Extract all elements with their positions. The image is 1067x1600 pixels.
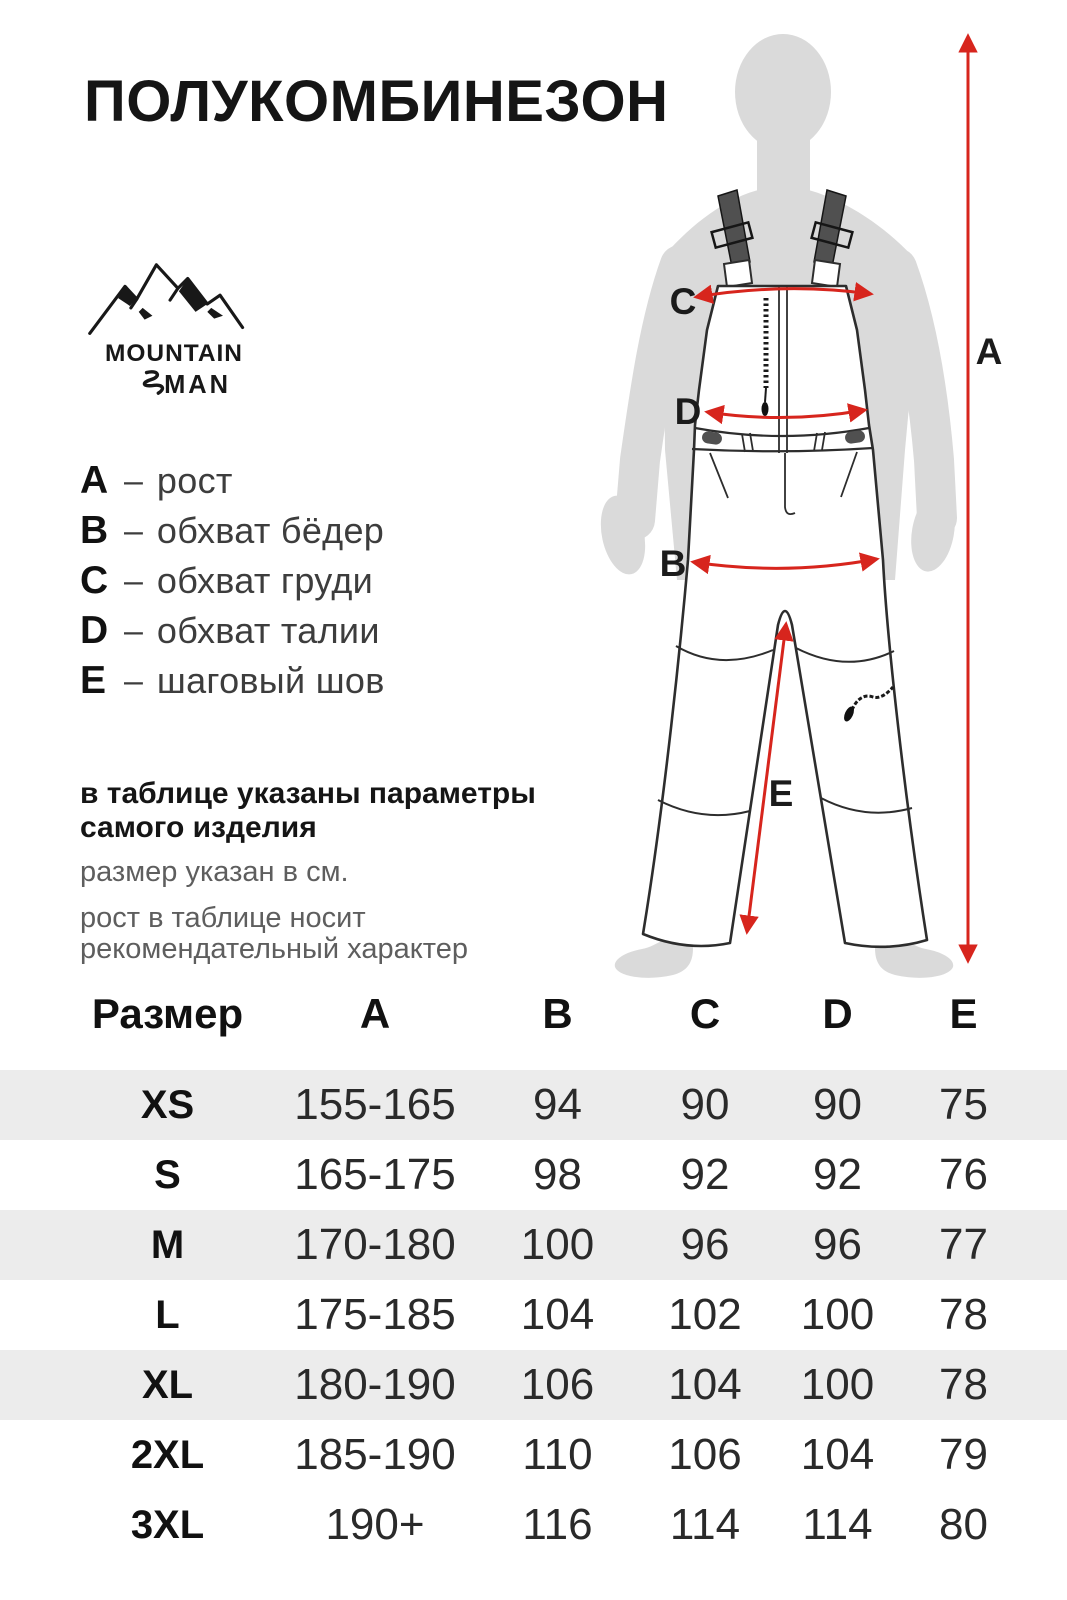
label-e: E — [768, 773, 794, 814]
table-row — [0, 1350, 1067, 1420]
header-cell: E — [949, 990, 978, 1037]
value-cell: 98 — [533, 1150, 582, 1199]
legend-dash: – — [124, 661, 143, 700]
header-cell: D — [822, 990, 853, 1037]
note-product-params: в таблице указаны параметры самого изделия — [80, 777, 536, 844]
value-cell: 106 — [668, 1430, 742, 1479]
value-cell: 100 — [800, 1290, 875, 1339]
size-cell: XL — [141, 1362, 194, 1407]
value-cell: 180-190 — [294, 1360, 456, 1409]
value-cell: 76 — [939, 1150, 988, 1199]
value-cell: 190+ — [325, 1500, 425, 1549]
left-strap-tab — [724, 260, 752, 287]
value-cell: 100 — [800, 1360, 875, 1409]
logo-word-man: MAN — [164, 371, 231, 400]
header-cell: Размер — [91, 990, 244, 1037]
legend-label: рост — [156, 460, 233, 501]
right-strap-tab — [812, 260, 840, 287]
legend-label: шаговый шов — [156, 660, 385, 701]
value-cell: 104 — [668, 1360, 742, 1409]
note-height-disclaimer: рост в таблице носит рекомендательный характер — [80, 902, 468, 965]
legend-letter: A — [80, 459, 109, 502]
mountains-icon — [90, 265, 243, 334]
value-cell: 165-175 — [294, 1150, 456, 1199]
value-cell: 94 — [533, 1080, 582, 1129]
header-cell: A — [359, 990, 391, 1037]
legend-label: обхват бёдер — [156, 510, 385, 551]
size-cell: 2XL — [130, 1432, 205, 1477]
value-cell: 90 — [813, 1080, 862, 1129]
note-units: размер указан в см. — [80, 856, 349, 888]
value-cell: 114 — [802, 1500, 873, 1549]
legend-letter: E — [80, 659, 107, 702]
label-c: C — [669, 281, 697, 322]
size-cell: L — [155, 1292, 180, 1337]
value-cell: 90 — [680, 1080, 730, 1129]
legend-label: обхват груди — [156, 560, 374, 601]
value-cell: 96 — [813, 1220, 862, 1269]
legend-letter: C — [80, 559, 109, 602]
table-row — [0, 1280, 1067, 1350]
legend-dash: – — [124, 561, 143, 600]
value-cell: 155-165 — [294, 1080, 456, 1129]
value-cell: 170-180 — [294, 1220, 456, 1269]
label-a: A — [975, 331, 1003, 372]
value-cell: 106 — [520, 1360, 595, 1409]
table-row — [0, 1490, 1067, 1560]
legend-item — [80, 606, 385, 656]
size-cell: S — [154, 1152, 181, 1197]
value-cell: 175-185 — [294, 1290, 456, 1339]
legend-item — [80, 506, 385, 556]
legend-item — [80, 556, 385, 606]
value-cell: 79 — [939, 1430, 988, 1479]
logo-word-mountain: MOUNTAIN — [105, 339, 243, 367]
value-cell: 92 — [813, 1150, 862, 1199]
size-cell: XS — [140, 1082, 195, 1127]
size-table-body — [0, 1070, 1067, 1560]
value-cell: 78 — [939, 1360, 988, 1409]
table-row — [0, 1140, 1067, 1210]
page-title: ПОЛУКОМБИНЕЗОН — [84, 69, 669, 134]
value-cell: 77 — [939, 1220, 988, 1269]
table-row — [0, 1070, 1067, 1140]
value-cell: 116 — [522, 1500, 593, 1549]
measurement-diagram — [595, 20, 1067, 980]
value-cell: 92 — [680, 1150, 730, 1199]
table-row — [0, 1420, 1067, 1490]
value-cell: 75 — [939, 1080, 988, 1129]
legend — [80, 456, 385, 706]
header-cell: C — [689, 990, 721, 1037]
brand-logo — [85, 255, 263, 400]
size-cell: 3XL — [130, 1502, 205, 1547]
value-cell: 102 — [668, 1290, 742, 1339]
value-cell: 104 — [800, 1430, 875, 1479]
legend-dash: – — [124, 461, 143, 500]
legend-dash: – — [124, 611, 143, 650]
header-cell: B — [542, 990, 573, 1037]
legend-dash: – — [124, 511, 143, 550]
label-b: B — [659, 543, 687, 584]
legend-item — [80, 656, 385, 706]
logo-squiggle-icon — [144, 372, 162, 393]
legend-letter: B — [80, 509, 109, 552]
table-row — [0, 1210, 1067, 1280]
zipper-pull-icon — [762, 402, 769, 416]
value-cell: 104 — [520, 1290, 595, 1339]
label-d: D — [674, 391, 702, 432]
legend-item — [80, 456, 385, 506]
value-cell: 110 — [522, 1430, 593, 1479]
legend-label: обхват талии — [156, 610, 380, 651]
value-cell: 96 — [680, 1220, 730, 1269]
value-cell: 185-190 — [294, 1430, 456, 1479]
value-cell: 80 — [939, 1500, 988, 1549]
size-cell: M — [150, 1222, 185, 1267]
size-table — [0, 984, 1067, 1560]
size-table-header — [0, 984, 1067, 1044]
value-cell: 114 — [669, 1500, 741, 1549]
value-cell: 100 — [520, 1220, 595, 1269]
notes — [80, 777, 570, 980]
legend-letter: D — [80, 609, 109, 652]
value-cell: 78 — [939, 1290, 988, 1339]
